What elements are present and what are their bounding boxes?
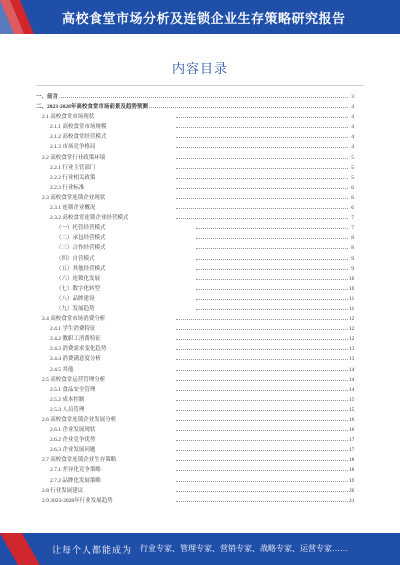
toc-leader (176, 491, 348, 492)
toc-entry-label: （八）品牌建设 (56, 295, 95, 302)
toc-page-number: 10 (349, 275, 354, 282)
toc-entry[interactable] (36, 153, 354, 163)
report-header (0, 0, 400, 34)
toc-page-number: 4 (351, 114, 354, 121)
toc-entry-label: （三）合作经营模式 (56, 245, 106, 252)
toc-entry-label: （五）其他经营模式 (56, 265, 106, 272)
toc-leader (176, 420, 348, 421)
toc-page-number: 8 (351, 235, 354, 242)
toc-page-number: 14 (349, 366, 354, 373)
toc-page-number: 4 (351, 144, 354, 151)
toc-entry-label: 2.2.2 行业相关政策 (50, 174, 96, 181)
toc-entry-label: 2.7.2 品牌化发展策略 (50, 477, 101, 484)
toc-leader (176, 460, 348, 461)
toc-page-number: 13 (349, 346, 354, 353)
toc-entry[interactable] (36, 405, 354, 415)
toc-entry-label: 2.1.2 高校食堂经营模式 (50, 134, 107, 141)
footer-decoration (0, 533, 40, 565)
toc-page-number: 12 (349, 316, 354, 323)
toc-leader (176, 329, 348, 330)
toc-entry[interactable] (36, 122, 354, 132)
toc-entry-label: 2.2 高校食堂行业政策环境 (42, 154, 106, 161)
toc-leader (196, 289, 348, 290)
toc-entry-label: 2.5.3 人员管理 (50, 406, 85, 413)
toc-entry-label: 2.7 高校食堂连锁企业生存策略 (42, 457, 117, 464)
toc-entry[interactable] (36, 314, 354, 324)
toc-page-number: 7 (351, 215, 354, 222)
toc-entry[interactable] (36, 344, 354, 354)
toc-entry[interactable] (36, 496, 354, 506)
toc-entry-label: （六）连锁化发展 (56, 275, 101, 282)
toc-entry-label: 2.6.3 企业发展问题 (50, 447, 96, 454)
toc-entry[interactable] (36, 375, 354, 385)
toc-page-number: 14 (349, 386, 354, 393)
toc-entry-label: 2.6 高校食堂连锁企业发展分析 (42, 417, 117, 423)
toc-entry-label: 2.4.4 消费满意度分析 (50, 356, 101, 363)
toc-page-number: 16 (349, 427, 354, 434)
toc-leader (176, 390, 348, 391)
toc-page-number: 11 (349, 305, 354, 312)
toc-entry[interactable] (36, 455, 354, 465)
toc-page-number: 6 (351, 184, 354, 191)
toc-entry-label: （一）托管经营模式 (56, 225, 106, 232)
toc-entry-label: （四）自营模式 (56, 255, 95, 262)
toc-leader (176, 450, 348, 451)
toc-entry-label: 2.7.1 差异化竞争策略 (50, 467, 101, 474)
toc-leader (196, 279, 348, 280)
toc-entry[interactable] (36, 92, 354, 102)
footer-roles: 行业专家、管理专家、营销专家、战略专家、运营专家…… (140, 544, 348, 553)
toc-entry[interactable] (36, 334, 354, 344)
toc-entry[interactable] (36, 365, 354, 375)
toc-entry[interactable] (36, 223, 354, 233)
toc-entry[interactable] (36, 385, 354, 395)
toc-entry-label: 2.5.2 成本控制 (50, 396, 85, 403)
toc-entry[interactable] (36, 142, 354, 152)
toc-entry[interactable] (36, 425, 354, 435)
toc-entry[interactable] (36, 183, 354, 193)
toc-leader (196, 269, 348, 270)
toc-page-number: 12 (349, 326, 354, 333)
toc-page-number: 21 (349, 497, 354, 504)
footer-slogan: 让每个人都能成为 (52, 545, 133, 555)
toc-entry[interactable] (36, 203, 354, 213)
toc-page-number: 15 (349, 406, 354, 413)
toc-entry-label: （九）发展趋势 (56, 305, 95, 312)
toc-entry-label: 2.1 高校食堂市场现状 (42, 114, 95, 121)
toc-leader (176, 339, 348, 340)
toc-page-number: 9 (351, 255, 354, 262)
toc-page-number: 12 (349, 336, 354, 343)
toc-page-number: 14 (349, 376, 354, 383)
toc-leader (176, 188, 348, 189)
toc-entry[interactable] (36, 304, 354, 314)
toc-entry-label: 2.4 高校食堂市场消费分析 (42, 316, 106, 323)
toc-entry[interactable] (36, 254, 354, 264)
toc-entry-label: 一、前言 (36, 94, 59, 100)
toc-leader (48, 97, 348, 98)
toc-leader (176, 370, 348, 371)
toc-leader (176, 410, 348, 411)
toc-entry[interactable] (36, 213, 354, 223)
toc-entry-label: 2.4.3 消费需求变化趋势 (50, 346, 107, 353)
toc-entry[interactable] (36, 395, 354, 405)
toc-entry-label: 2.6.1 企业发展现状 (50, 427, 96, 434)
toc-leader (176, 168, 348, 169)
toc-entry[interactable] (36, 243, 354, 253)
toc-page-number: 5 (351, 164, 354, 171)
toc-entry[interactable] (36, 233, 354, 243)
toc-entry-label: 2.1.1 高校食堂市场规模 (50, 124, 107, 131)
toc-leader (176, 380, 348, 381)
toc-entry-label: 2.1.3 市场竞争格局 (50, 144, 96, 151)
toc-entry-label: 2.4.1 学生消费特征 (50, 326, 96, 333)
toc-page-number: 17 (349, 437, 354, 444)
toc-leader (176, 218, 348, 219)
toc-entry[interactable] (36, 465, 354, 475)
toc-page-number: 10 (349, 285, 354, 292)
toc-page-number: 4 (351, 124, 354, 131)
toc-page-number: 9 (351, 265, 354, 272)
toc-entry[interactable] (36, 284, 354, 294)
toc-entry-label: 2.6.2 企业竞争优势 (50, 437, 96, 444)
toc-entry[interactable] (36, 112, 354, 122)
toc-entry-label: 2.2.1 行业主管部门 (50, 164, 96, 171)
toc-entry-label: 2.4.5 其他 (50, 366, 74, 373)
toc-leader (176, 198, 348, 199)
toc-page-number: 11 (349, 295, 354, 302)
toc-page-number: 4 (351, 104, 354, 111)
header-decoration (0, 0, 34, 34)
toc-leader (176, 359, 348, 360)
toc-page-number: 6 (351, 194, 354, 201)
toc-page-number: 4 (351, 134, 354, 141)
toc-entry-label: 2.5 高校食堂运营管理分析 (42, 376, 106, 383)
toc-entry[interactable] (36, 274, 354, 284)
toc-leader (176, 178, 348, 179)
toc-page-number: 15 (349, 396, 354, 403)
toc-page-number: 16 (349, 417, 354, 423)
toc-entry-label: 2.2.3 行业标准 (50, 184, 85, 191)
toc-leader (196, 259, 348, 260)
toc-entry[interactable] (36, 173, 354, 183)
toc-leader (176, 440, 348, 441)
toc-entry[interactable] (36, 324, 354, 334)
toc-page-number: 13 (349, 356, 354, 363)
toc-entry-label: 2.3.1 连锁企业概况 (50, 205, 96, 212)
toc-leader (196, 248, 348, 249)
toc-leader (176, 319, 348, 320)
toc-leader (176, 349, 348, 350)
toc-page-number: 19 (349, 477, 354, 484)
toc-page-number: 5 (351, 154, 354, 161)
toc-page-number: 5 (351, 174, 354, 181)
toc-entry[interactable] (36, 163, 354, 173)
report-title: 高校食堂市场分析及连锁企业生存策略研究报告 (62, 11, 346, 26)
toc-leader (176, 158, 348, 159)
toc-entry-label: 2.8 行业发展建议 (42, 487, 84, 494)
toc-leader (176, 117, 348, 118)
toc-page-number: 8 (351, 245, 354, 252)
toc-entry-label: 2.4.2 教职工消费特征 (50, 336, 101, 343)
toc-entry[interactable] (36, 415, 354, 425)
toc-page-number: 20 (349, 487, 354, 494)
toc-leader (176, 501, 348, 502)
toc-entry-label: 2.3.2 高校食堂连锁企业经营模式 (50, 215, 129, 222)
toc-heading: 内容目录 (171, 61, 228, 76)
toc-leader (176, 481, 348, 482)
table-of-contents (36, 92, 354, 506)
toc-entry-label: 二、2023-2028年高校食堂市场前景及趋势预测 (36, 104, 148, 111)
toc-entry[interactable] (36, 132, 354, 142)
toc-entry[interactable] (36, 435, 354, 445)
toc-page-number: 6 (351, 205, 354, 212)
toc-entry[interactable] (36, 294, 354, 304)
toc-entry-label: 2.9 2023-2028年行业发展趋势 (42, 497, 113, 504)
toc-entry[interactable] (36, 264, 354, 274)
toc-leader (196, 228, 348, 229)
toc-leader (176, 470, 348, 471)
toc-page-number: 18 (349, 457, 354, 464)
report-footer (0, 533, 400, 565)
toc-leader (176, 400, 348, 401)
toc-divider (36, 85, 364, 86)
toc-leader (196, 309, 348, 310)
toc-leader (176, 147, 348, 148)
toc-entry[interactable] (36, 486, 354, 496)
toc-entry-label: （七）数字化转型 (56, 285, 101, 292)
toc-entry[interactable] (36, 476, 354, 486)
toc-page-number: 18 (349, 467, 354, 474)
toc-leader (176, 208, 348, 209)
toc-entry-label: （二）承包经营模式 (56, 235, 106, 242)
toc-entry[interactable] (36, 102, 354, 112)
toc-leader (196, 299, 348, 300)
toc-page-number: 17 (349, 447, 354, 454)
toc-entry-label: 2.3 高校食堂连锁企业现状 (42, 194, 106, 201)
toc-page-number: 3 (351, 94, 354, 100)
toc-page-number: 7 (351, 225, 354, 232)
toc-leader (176, 137, 348, 138)
toc-entry[interactable] (36, 193, 354, 203)
toc-entry-label: 2.5.1 食品安全管理 (50, 386, 96, 393)
toc-leader (176, 430, 348, 431)
toc-leader (196, 238, 348, 239)
toc-entry[interactable] (36, 354, 354, 364)
toc-leader (176, 127, 348, 128)
toc-entry[interactable] (36, 445, 354, 455)
